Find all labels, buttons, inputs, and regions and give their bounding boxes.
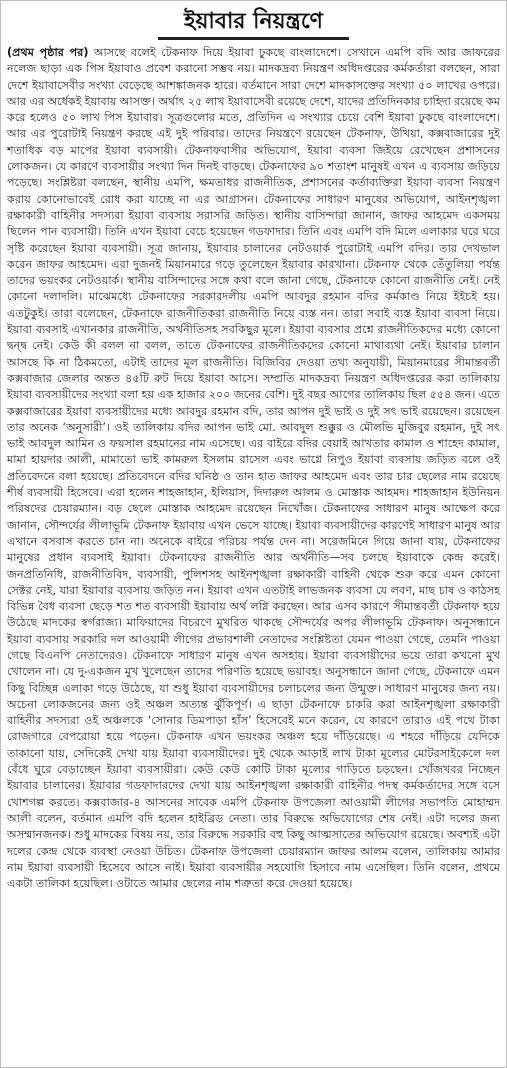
continuation-label: (প্রথম পৃষ্ঠার পর) <box>7 46 89 59</box>
headline-block <box>7 9 500 40</box>
article-headline: ইয়াবার নিয়ন্ত্রণে <box>158 9 349 40</box>
article-body-text: আসছে বলেই টেকনাফ দিয়ে ইয়াবা ঢুকছে বাংলাদেশে। সেখানে এমপি বদি আর জাফরের নলেজ ছাড়া এক পিস ইয়াবাও প্রবেশ করানো সম্ভব নয়। মাদকদ্রব্য নিয়ন্ত্রণ অধিদপ্তরের কর্মকর্তারা বলছেন, সারা দেশে ইয়াবাসেবীর সংখ্যা বেড়েছে আশঙ্কাজনক হারে। বর্তমানে সারা দেশে মাদকাসক্তের সংখ্যা ৫০ লাখের ওপরে। আর এর অর্ধেকই ইয়াবায় আসক্ত। অর্থাৎ ২৫ লাখ ইয়াবাসেবী রয়েছে দেশে, যাদের প্রতিদিনকার চাহিদা রয়েছে কম করে হলেও ৫০ লাখ পিস ইয়াবার। সূত্রগুলোর মতে, প্রতিদিন এ সংখ্যার চেয়ে বেশি ইয়াবা ঢুকছে বাংলাদেশে। আর এর পুরোটাই নিয়ন্ত্রণ করছে এই দুই পরিবার। তাদের নিয়ন্ত্রণে রয়েছেন টেকনাফ, উখিয়া, কক্সবাজারের দুই শতাধিক বড় মাপের ইয়াবা ব্যবসায়ী। টেকনাফবাসীর অভিযোগ, ইয়াবা ব্যবসা জিইয়ে রেখেছেন প্রশাসনের লোকজন। যে কারণে ব্যবসায়ীর সংখ্যা দিন দিনই বাড়ছে। টেকনাফের ৯০ শতাংশ মানুষই এখন এ ব্যবসায় জড়িয়ে পড়েছে। সংশ্লিষ্টরা বলছেন, স্থানীয় এমপি, ক্ষমতাধর রাজনীতিক, প্রশাসনের কর্তাব্যক্তিরা ইয়াবা ব্যবসা নিয়ন্ত্রণ করায় কোনোভাবেই রোধ করা যাচ্ছে না এর আগ্রাসন। টেকনাফের সাধারণ মানুষের অভিযোগ, আইনশৃঙ্খলা রক্ষাকারী বাহিনীর সদস্যরা ইয়াবা ব্যবসায় সরাসরি জড়িত। স্থানীয় বাসিন্দারা জানান, জাফর আহমেদ একসময় ছিলেন পান ব্যবসায়ী। তিনি এখন ইয়াবা বেচে হয়েছেন গডফাদার। তিনি এবং এমপি বদি মিলে এলাকার ঘরে ঘরে সৃষ্টি করেছেন ইয়াবা ব্যবসায়ী। সূত্র জানায়, ইয়াবার চালানের নেটওয়ার্ক পুরোটাই এমপি বদির। তার দেখভাল করেন জাফর আহমেদ। এরা দুজনই মিয়ানমারে গড়ে তুলেছেন ইয়াবার কারখানা। টেকনাফ থেকে তেঁতুলিয়া পর্যন্ত তাদের ভয়ংকর নেটওয়ার্ক। স্থানীয় বাসিন্দাদের সঙ্গে কথা বলে জানা গেছে, টেকনাফে কোনো রাজনীতি নেই। নেই কোনো দলাদলি। মাঝেমধ্যে টেকনাফের সরকারদলীয় এমপি আবদুর রহমান বদির কর্মকাণ্ড নিয়ে ইইচই হয়। এতটুকুই। তারা বলেছেন, টেকনাফে রাজনীতিকরা রাজনীতি নিয়ে ব্যস্ত নন। তারা সবাই ব্যস্ত ইয়াবা ব্যবসা নিয়ে। ইয়াবা ব্যবসাই এখানকার রাজনীতি, অর্থনীতিসহ সবকিছুর মূলে। ইয়াবা ব্যবসার প্রশ্নে রাজনীতিকদের মধ্যে কোনো দ্বন্দ্ব নেই। কেউ কী বলল না বলল, তাতে টেকনাফের রাজনীতিকদের কোনো মাথাব্যথা নেই। ইয়াবার চালান আসছে কি না ঠিকমতো, এটাই তাদের মূল রাজনীতি। বিজিবির দেওয়া তথ্য অনুযায়ী, মিয়ানমারের সীমান্তবর্তী কক্সবাজার জেলার অন্তত ৪৫টি রুট দিয়ে ইয়াবা আসে। সম্প্রতি মাদকদ্রব্য নিয়ন্ত্রণ অধিদপ্তরের করা তালিকায় ইয়াবা ব্যবসায়ীদের সংখ্যা বলা হয় এক হাজার ২০০ জনের বেশি। দুই বছর আগের তালিকায় ছিল ৫৫৪ জন। এতে কক্সবাজারের ইয়াবা ব্যবসায়ীদের মধ্যে আবদুর রহমান বদি, তার আপন দুই ভাই ও দুই সৎ ভাই রয়েছেন। রয়েছেন তার অনেক ‘অনুসারী’। ওই তালিকায় বদির আপন ভাই মো. আবদুল শুক্কুর ও মৌলভি মুজিবুর রহমান, দুই সৎ ভাই আবদুল আমিন ও ফয়সাল রহমানের নাম এসেছে। এর বাইরে বদির বেয়াই আখতার কামাল ও শাহেদ কামাল, মামা হায়দার আলী, মামাতো ভাই কামরুল ইসলাম রাসেল এবং ভাগ্নে নিপুও ইয়াবা ব্যবসায় জড়িত বলে ওই প্রতিবেদনে বলা হয়েছে। প্রতিবেদনে বদির ঘনিষ্ঠ ও তান হাত জাফর আহমেদ এবং তার চার ছেলের নাম রয়েছে শীর্ষ ব্যবসায়ী হিসেবে। এরা হলেন শাহজাহান, ইলিয়াস, দিদারুল আলম ও মোস্তাক আহমদ। শাহজাহান ইউনিয়ন পরিষদের চেয়ারম্যান। বড় ছেলে মোস্তাক আহমেদ রয়েছেন নিখোঁজ। টেকনাফের সাধারণ মানুষ আক্ষেপ করে জানান, সৌন্দর্যের লীলাভূমি টেকনাফ ইয়াবায় এখন ভেসে যাচ্ছে। ইয়াবা ব্যবসায়ীদের কারণেই সাধারণ মানুষ আর এখানে বসবাস করতে চান না। অনেকে বাইরে পরিচয় পর্যন্ত দেন না। সরেজমিনে গিয়ে জানা যায়, টেকনাফের মানুষের প্রধান ব্যবসাই ইয়াবা। টেকনাফের রাজনীতি আর অর্থনীতি—সব চলছে ইয়াবাকে কেন্দ্র করেই। জনপ্রতিনিধি, রাজনীতিবিদ, ব্যবসায়ী, পুলিশসহ আইনশৃঙ্খলা রক্ষাকারী বাহিনী থেকে শুরু করে এমন কোনো সেক্টর নেই, যারা ইয়াবার ব্যবসায় জড়িত নন। ইয়াবা এখন এতটাই লাভজনক ব্যবসা যে লবণ, মাছ চাষ ও কাঠসহ বিভিন্ন বৈধ ব্যবসা ছেড়ে শত শত ব্যবসায়ী ইয়াবায় অর্থ লগ্নি করছেন। আর এসব কারণে সীমান্তবর্তী টেকনাফ হয়ে উঠেছে মাদকের স্বর্গরাজ্য। মাফিয়াদের বিচরণে মুখরিত থাকছে সৌন্দর্যের অপর লীলাভূমি টেকনাফ। অনুসন্ধানে ইয়াবা ব্যবসায় সরকারি দল আওয়ামী লীগের প্রভাবশালী নেতাদের সংশ্লিষ্টতা যেমন পাওয়া গেছে, তেমনি পাওয়া গেছে বিএনপি নেতাদেরও। টেকনাফে সাধারণ মানুষ এখন অসহায়। ইয়াবা ব্যবসায়ীদের ভয়ে তারা কখনো মুখ খোলেন না। যে দু-একজন মুখ খুলেছেন তাদের পরিণতি হয়েছে ভয়াবহ। অনুসন্ধানে জানা গেছে, টেকনাফে এমন কিছু বিচ্ছিন্ন এলাকা গড়ে উঠেছে, যা শুধু ইয়াবা ব্যবসায়ীদের চলাচলের জন্য উন্মুক্ত। সাধারণ মানুষের জন্য নয়। অচেনা লোকজনের জন্য ওই অঞ্চল অত্যন্ত ঝুঁকিপূর্ণ। এ ছাড়া টেকনাফে চাকরি করা আইনশৃঙ্খলা রক্ষাকারী বাহিনীর সদস্যরা ওই অঞ্চলকে ‘সোনার ডিমপাড়া হাঁস’ হিসেবেই মনে করেন, যে কারণে তারাও এই পথে টাকা রোজগারে বেপরোয়া হয়ে পড়েন। টেকনাফ এখন ভয়ংকর অঞ্চল হয়ে দাঁড়িয়েছে। এ শহরে দাঁড়িয়ে যেদিকে তাকানো যায়, সেদিকেই দেখা যায় ইয়াবা ব্যবসায়ীদের। দুই থেকে আড়াই লাখ টাকা মূল্যের মোটরসাইকেলে দল বেঁধে ঘুরে বেড়াচ্ছেন ইয়াবা ব্যবসায়ীরা। কেউ কেউ কোটি টাকা মূল্যের গাড়িতে চড়ছেন। খোঁজখবর নিচ্ছেন ইয়াবার চালানের। ইয়াবার গডফাদারদের দেখা যায় আইনশৃঙ্খলা রক্ষাকারী বাহিনীর পদস্থ কর্মকর্তাদের সঙ্গে বসে খোশগল্প করতে। কক্সবাজার-৪ আসনের সাবেক এমপি টেকনাফ উপজেলা আওয়ামী লীগের সভাপতি মোহাম্মদ আলী বলেন, বর্তমান এমপি বদি হলেন হাইব্রিড নেতা। তার বিরুদ্ধে অভিযোগের শেষ নেই। এটা দলের জন্য অসম্মানজনক। শুধু মাদকের বিষয় নয়, তার বিরুদ্ধে সরকারি বহু কিছু আত্মসাতের অভিযোগ রয়েছে। অবশ্যই এটা দলের কেন্দ্র থেকে ব্যবস্থা নেওয়া উচিত। টেকনাফ উপজেলা চেয়ারম্যান জাফর আলম বলেন, তালিকায় আমার নাম ইয়াবা ব্যবসায়ী হিসেবে আসে নাই। ইয়াবা ব্যবসায়ীর সহযোগি হিসাবে নাম এসেছিল। তিনি বলেন, প্রথমে একটা তালিকা হয়েছিল। ওটাতে আমার ছেলের নাম শত্রুতা করে দেওয়া হয়েছে। <box>7 46 500 891</box>
article-body <box>7 45 500 892</box>
